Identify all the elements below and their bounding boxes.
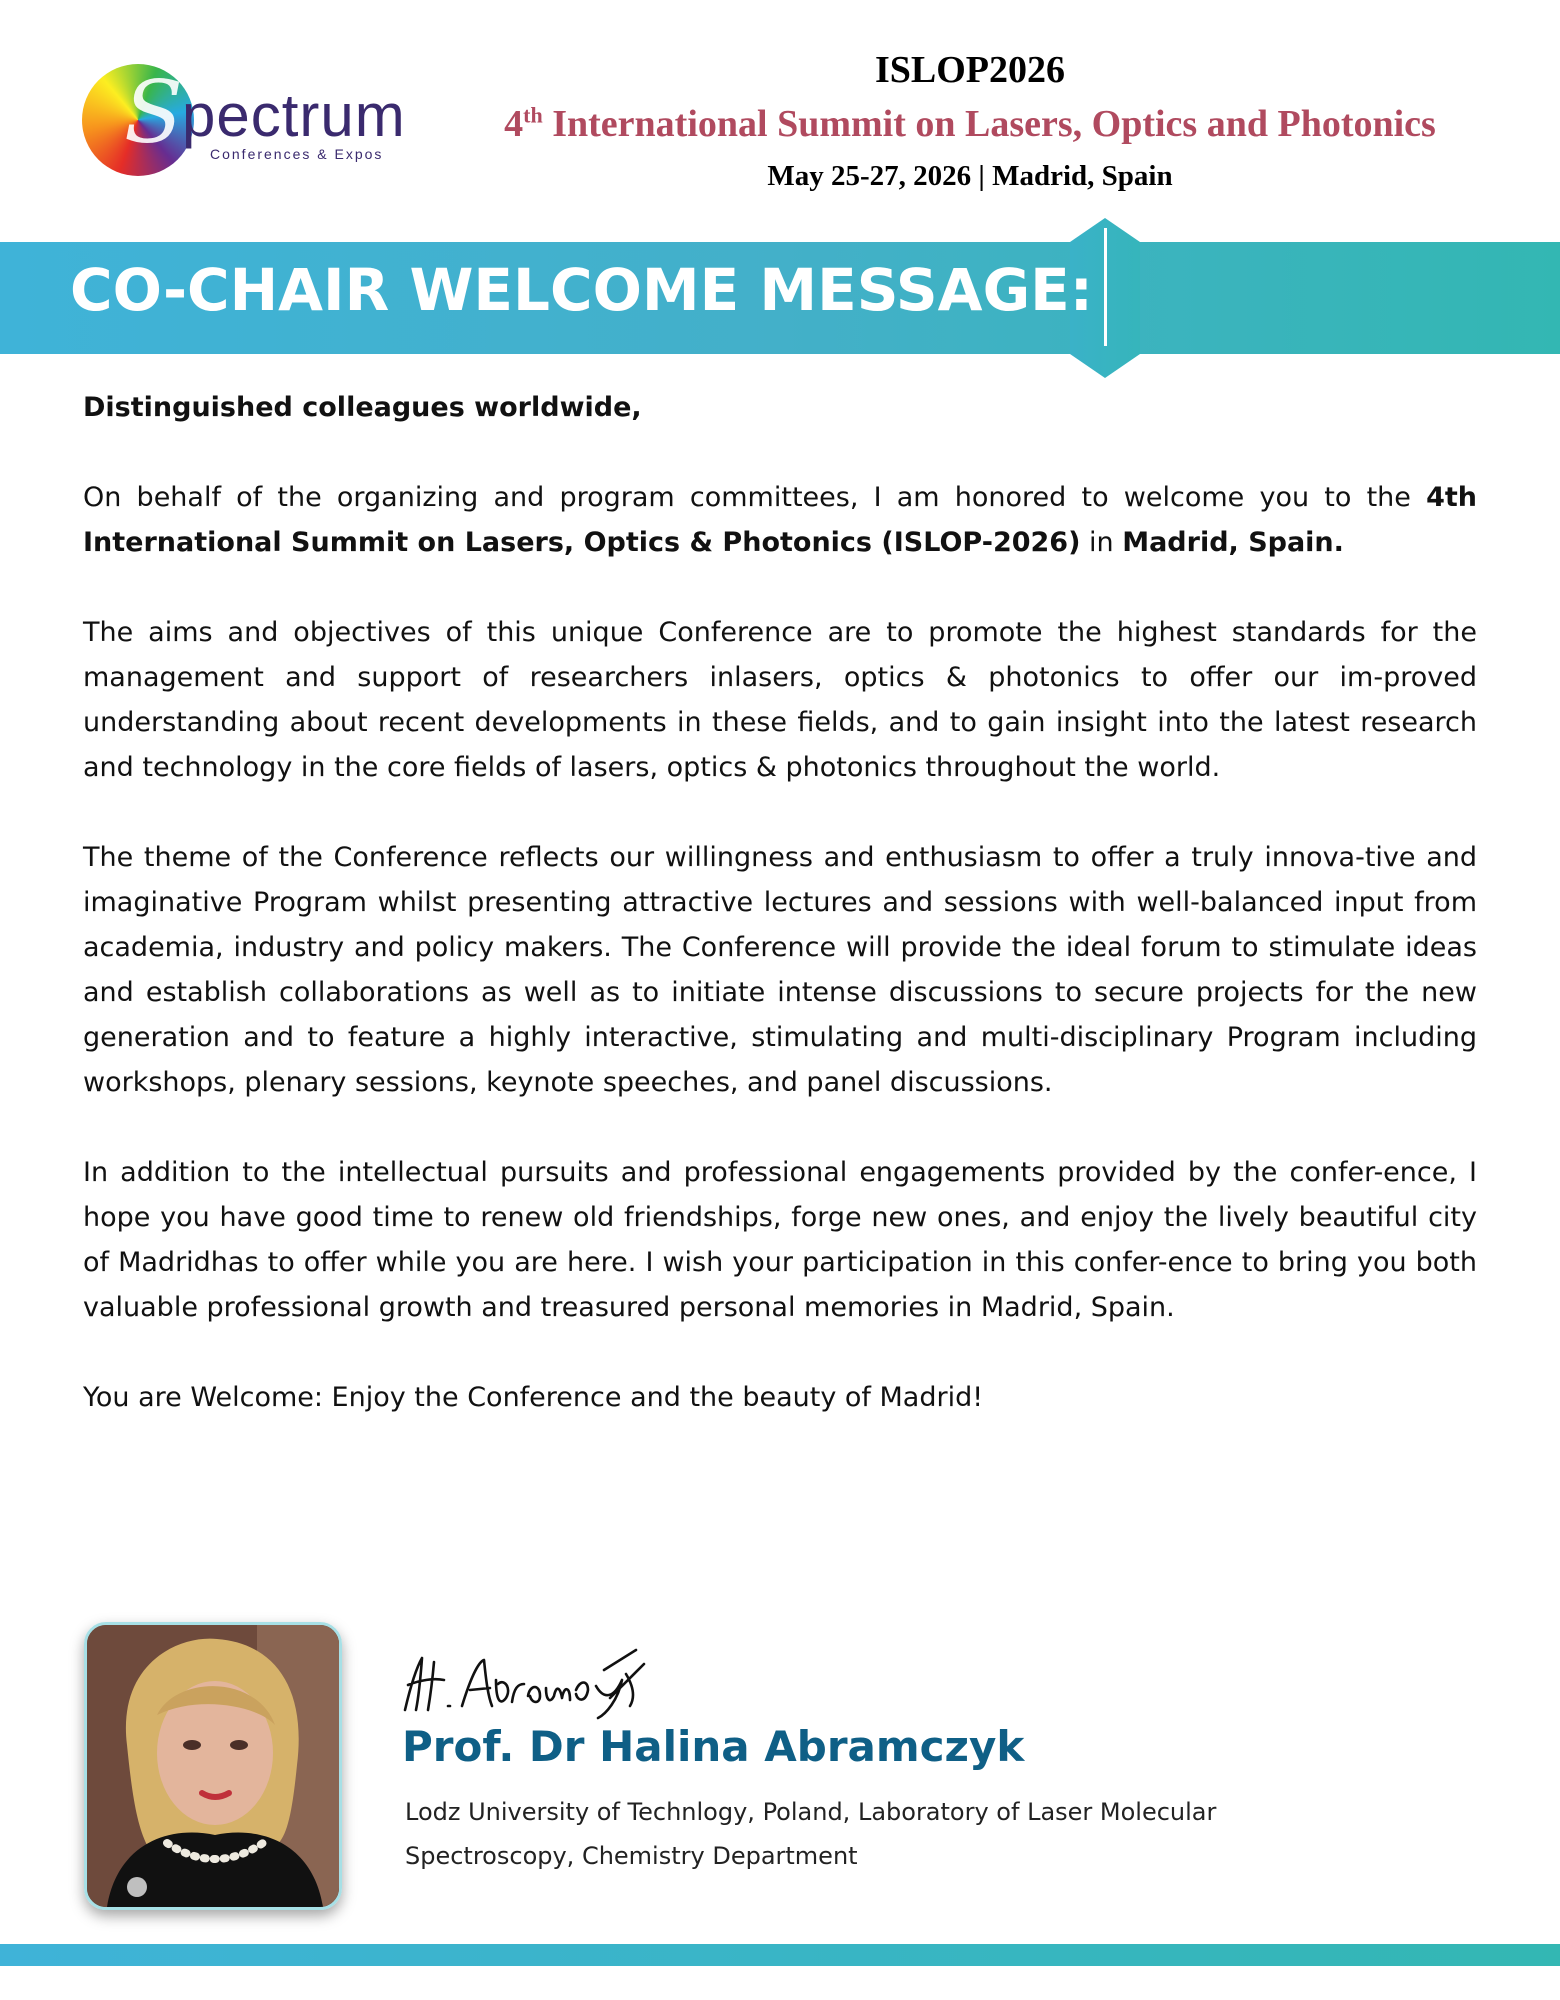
date-place: May 25-27, 2026 | Madrid, Spain [767,160,1173,192]
salutation: Distinguished colleagues worldwide, [83,392,642,423]
conference-header [440,48,1500,193]
summit-ordinal-suffix: th [523,102,543,128]
p1-summit-name: 4th International Summit on Lasers, Optics & Photonics (ISLOP-2026) [83,482,1477,558]
affiliation-line-1: Lodz University of Technlogy, Poland, Laboratory of Laser Molecular [405,1798,1217,1826]
banner-title: CO-CHAIR WELCOME MESSAGE: [70,256,1093,324]
p1-in: in [1080,527,1123,558]
signatory-affiliation [405,1790,1385,1878]
spectrum-logo [82,64,422,184]
paragraph-3: The theme of the Conference reflects our willingness and enthusiasm to offer a truly innova-tive and imaginative Program whilst presenting attractive lectures and sessions with well-balanced input from academia, industry and policy makers. The Conference will provide the ideal forum to stimulate ideas and establish collaborations as well as to initiate intense discussions to secure projects for the new generation and to feature a highly interactive, stimulating and multi-disciplinary Program including workshops, plenary sessions, keynote speeches, and panel discussions. [83,842,1477,1098]
paragraph-2: The aims and objectives of this unique Conference are to promote the highest standards for the management and support of researchers inlasers, optics & photonics to offer our im-proved understanding about recent developments in these fields, and to gain insight into the latest research and technology in the core fields of lasers, optics & photonics throughout the world. [83,617,1477,783]
summit-title-text: International Summit on Lasers, Optics and Photonics [542,103,1436,145]
summit-title [440,102,1500,146]
paragraph-1 [83,475,1477,565]
closing-line: You are Welcome: Enjoy the Conference and the beauty of Madrid! [83,1382,984,1413]
signatory-name: Prof. Dr Halina Abramczyk [402,1722,1025,1771]
logo-word: pectrum [182,82,406,149]
banner-divider [1104,228,1107,346]
affiliation-line-2: Spectroscopy, Chemistry Department [405,1842,858,1870]
logo-letter: S [124,63,183,163]
logo-tagline: Conferences & Expos [210,146,384,162]
portrait-image [87,1625,339,1907]
handwritten-signature [400,1640,660,1720]
conference-code: ISLOP2026 [874,49,1066,91]
summit-ordinal: 4 [504,103,524,145]
paragraph-4: In addition to the intellectual pursuits and professional engagements provided by the confer-ence, I hope you have good time to renew old friendships, forge new ones, and enjoy the lively beautiful city of Madridhas to offer while you are here. I wish your participation in this confer-ence to bring you both valuable professional growth and treasured personal memories in Madrid, Spain. [83,1157,1477,1323]
welcome-letter [83,385,1477,1465]
signatory-photo [84,1622,342,1910]
p1-location: Madrid, Spain. [1122,527,1344,558]
p1-text: On behalf of the organizing and program committees, I am honored to welcome you to the [83,482,1427,513]
footer-bar [0,1944,1560,1966]
